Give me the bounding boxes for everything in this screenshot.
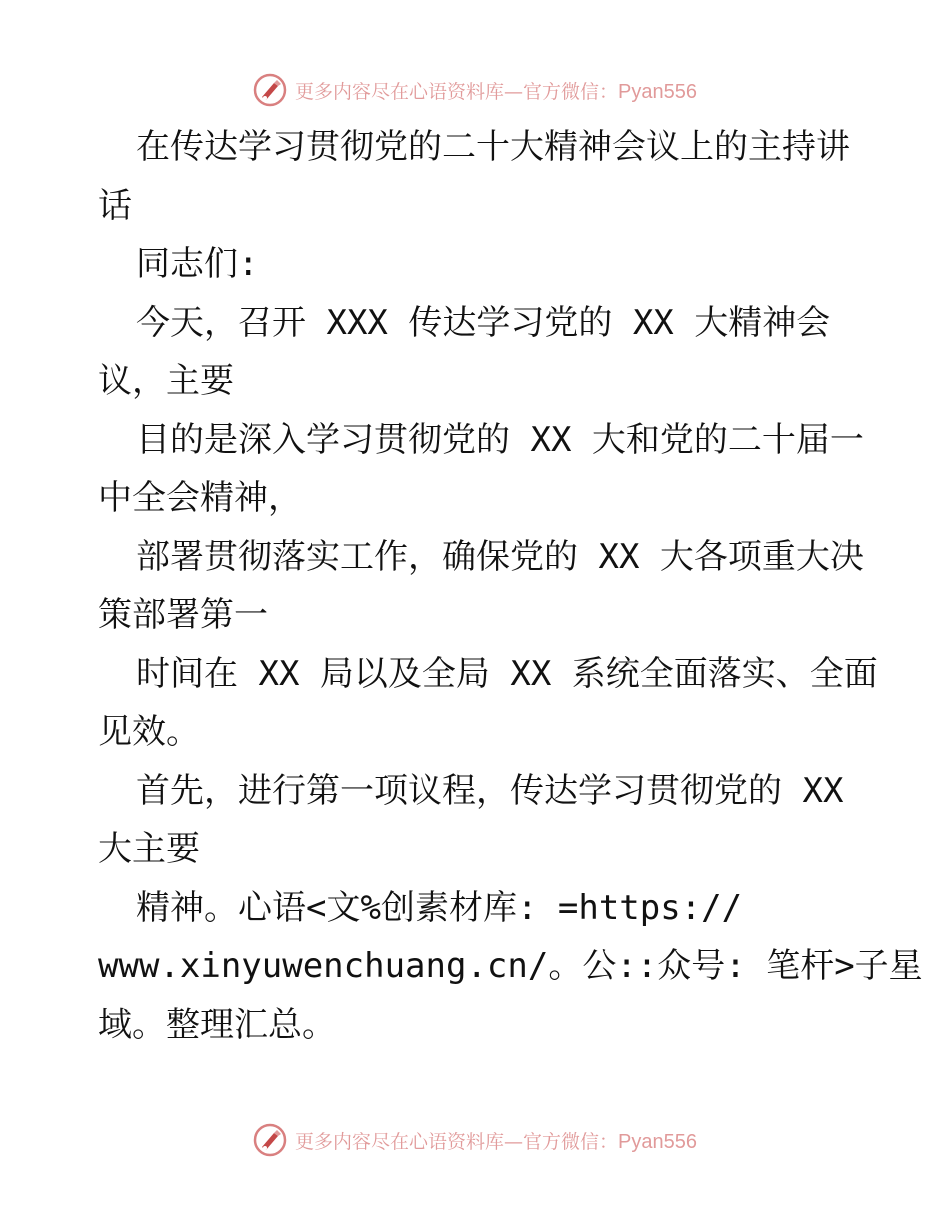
paragraph-line: 中全会精神，	[98, 478, 302, 518]
paragraph-line: 策部署第一	[98, 595, 268, 635]
paragraph-line: 首先，进行第一项议程，传达学习贯彻党的 XX	[136, 770, 844, 811]
title-line-1: 在传达学习贯彻党的二十大精神会议上的主持讲	[136, 127, 850, 167]
document-body	[98, 118, 923, 1054]
paragraph-line: 时间在 XX 局以及全局 XX 系统全面落实、全面	[136, 653, 878, 694]
salutation: 同志们:	[136, 244, 259, 284]
header-banner	[0, 70, 950, 110]
title-line-2: 话	[98, 185, 132, 226]
paragraph-line: 议，主要	[98, 361, 234, 401]
paragraph-line: www.xinyuwenchuang.cn/。公::众号: 笔杆>子星	[98, 946, 923, 986]
paragraph-line: 大主要	[98, 829, 200, 869]
paragraph-line: 精神。心语<文%创素材库: =https://	[136, 887, 743, 928]
pen-nib-logo-icon	[253, 73, 287, 107]
paragraph-line: 今天，召开 XXX 传达学习党的 XX 大精神会	[136, 302, 831, 343]
pen-nib-logo-icon	[253, 1123, 287, 1157]
paragraph-line: 见效。	[98, 712, 200, 752]
footer-banner	[0, 1120, 950, 1160]
paragraph-line: 域。整理汇总。	[98, 1004, 336, 1045]
paragraph-line: 部署贯彻落实工作，确保党的 XX 大各项重大决	[136, 536, 864, 577]
header-banner-text: 更多内容尽在心语资料库—官方微信：Pyan556	[295, 80, 697, 103]
footer-banner-text: 更多内容尽在心语资料库—官方微信：Pyan556	[295, 1130, 697, 1153]
paragraph-line: 目的是深入学习贯彻党的 XX 大和党的二十届一	[136, 419, 864, 460]
